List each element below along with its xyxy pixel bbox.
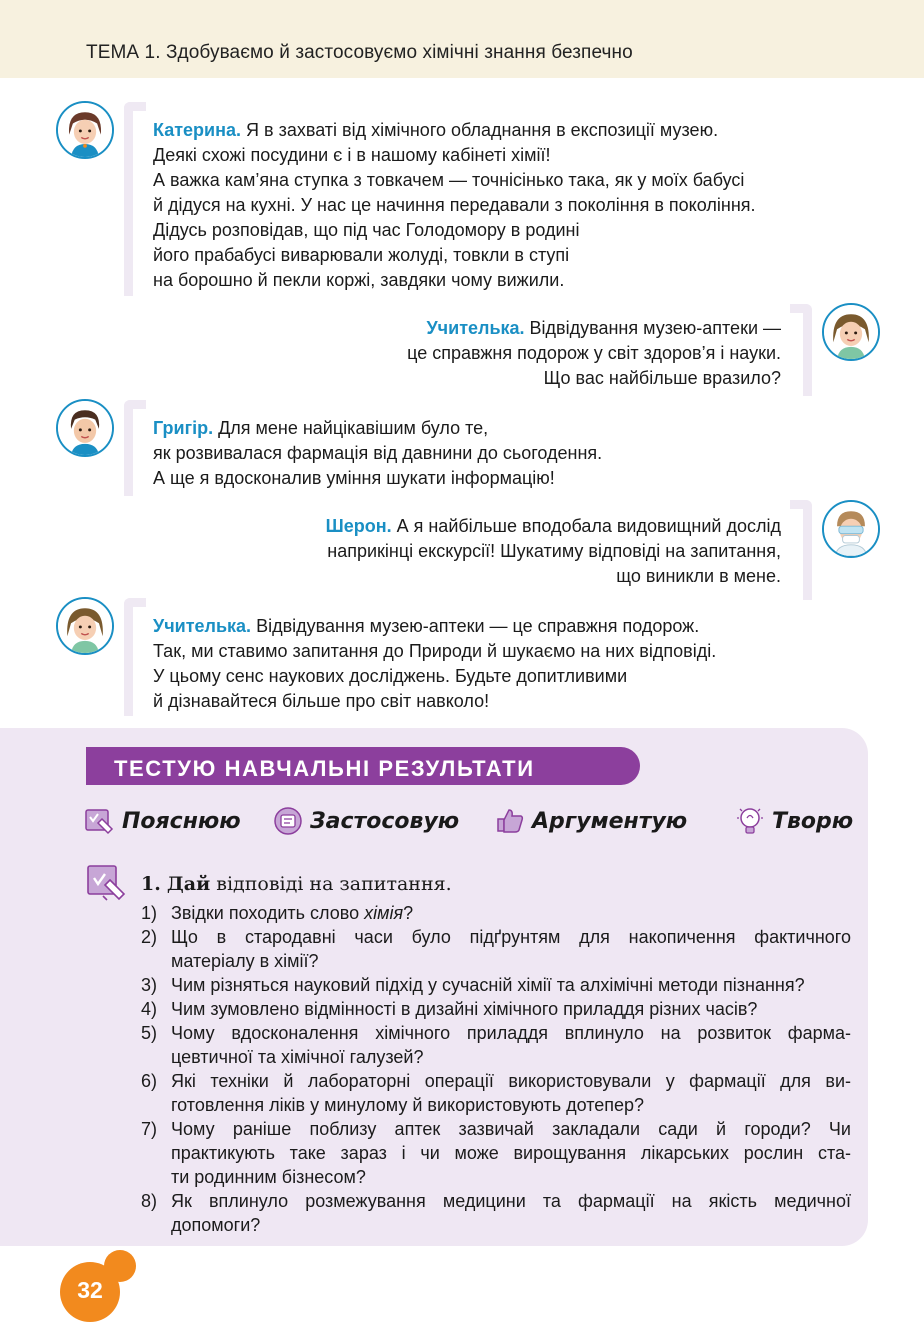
question-item: 1) Звідки походить слово хімія? (141, 903, 414, 923)
header-band (0, 0, 924, 78)
question-item: 7) Чому раніше поблизу аптек зазвичай закладали сади й городи? Чи практикують таке зараз і чи може вирощування лікарських рослин ста- ти родинним бізнесом? (141, 1119, 851, 1187)
avatar-hryhir (56, 399, 114, 457)
explain-icon (84, 805, 116, 837)
dialog-teacher-1: Учителька. Відвідування музею-аптеки — це справжня подорож у світ здоров’я і науки. Що вас найбільше вразило? (407, 318, 781, 388)
speech-bracket (124, 400, 146, 496)
task-title: 1. Дай відповіді на запитання. (141, 873, 452, 895)
test-banner (86, 747, 640, 785)
speaker-name: Шерон. (325, 516, 392, 536)
speech-bracket (124, 102, 146, 296)
question-item: 4) Чим зумовлено відмінності в дизайні хімічного приладдя різних часів? (141, 999, 758, 1019)
speech-bracket (124, 598, 146, 716)
skill-apply: Застосовую (272, 805, 459, 837)
dialog-hryhir: Григір. Для мене найцікавішим було те, як розвивалася фармація від давнини до сьогодення. А ще я вдосконалив уміння шукати інформацію! (153, 418, 603, 488)
speaker-name: Катерина. (153, 120, 241, 140)
dialog-kateryna: Катерина. Я в захваті від хімічного обладнання в експозиції музею. Деякі схожі посудини є і в нашому кабінеті хімії! А важка кам’яна ступка з товкачем — точнісінько така, як у моїх бабусі й дідуся на кухні. У нас це начиння передавали з покоління в покоління. Дідусь розповідав, що під час Голодомору в родині його прабабусі виварювали жолуді, товкли в ступі на борошно й пекли коржі, завдяки чому вижили. (153, 120, 756, 290)
create-lightbulb-icon (734, 805, 766, 837)
avatar-kateryna (56, 101, 114, 159)
question-item: 3) Чим різняться науковий підхід у сучасній хімії та алхімічні методи пізнання? (141, 975, 805, 995)
skill-create: Творю (734, 805, 853, 837)
dialog-sharon: Шерон. А я найбільше вподобала видовищний дослід наприкінці екскурсії! Шукатиму відповіді на запитання, що виникли в мене. (325, 516, 781, 586)
dialog-teacher-2: Учителька. Відвідування музею-аптеки — це справжня подорож. Так, ми ставимо запитання до Природи й шукаємо на них відповіді. У цьому сенс наукових досліджень. Будьте допитливими й дізнавайтеся більше про світ навколо! (153, 616, 717, 711)
question-item: 2) Що в стародавні часи було підґрунтям для накопичення фактичного матеріалу в хімії? (141, 927, 851, 971)
avatar-teacher (56, 597, 114, 655)
question-item: 5) Чому вдосконалення хімічного приладдя вплинуло на розвиток фарма- цевтичної та хімічної галузей? (141, 1023, 851, 1067)
question-item: 6) Які техніки й лабораторні операції використовували у фармації для ви- готовлення ліків у минулому й використовують дотепер? (141, 1071, 851, 1115)
speech-bracket (790, 500, 812, 600)
test-banner-title: ТЕСТУЮ НАВЧАЛЬНІ РЕЗУЛЬТАТИ (114, 756, 535, 781)
argue-icon (494, 805, 526, 837)
explain-icon (86, 862, 128, 902)
avatar-sharon (822, 500, 880, 558)
apply-icon (272, 805, 304, 837)
page-number: 32 (77, 1277, 103, 1303)
skill-explain: Пояснюю (84, 805, 241, 837)
page-header-title: ТЕМА 1. Здобуваємо й застосовуємо хімічні знання безпечно (86, 42, 633, 63)
avatar-teacher (822, 303, 880, 361)
skill-argue: Аргументую (494, 805, 687, 837)
speech-bracket (790, 304, 812, 396)
question-item: 8) Як вплинуло розмежування медицини та фармації на якість медичної допомоги? (141, 1191, 851, 1235)
speaker-name: Учителька. (153, 616, 252, 636)
speaker-name: Учителька. (426, 318, 525, 338)
speaker-name: Григір. (153, 418, 214, 438)
